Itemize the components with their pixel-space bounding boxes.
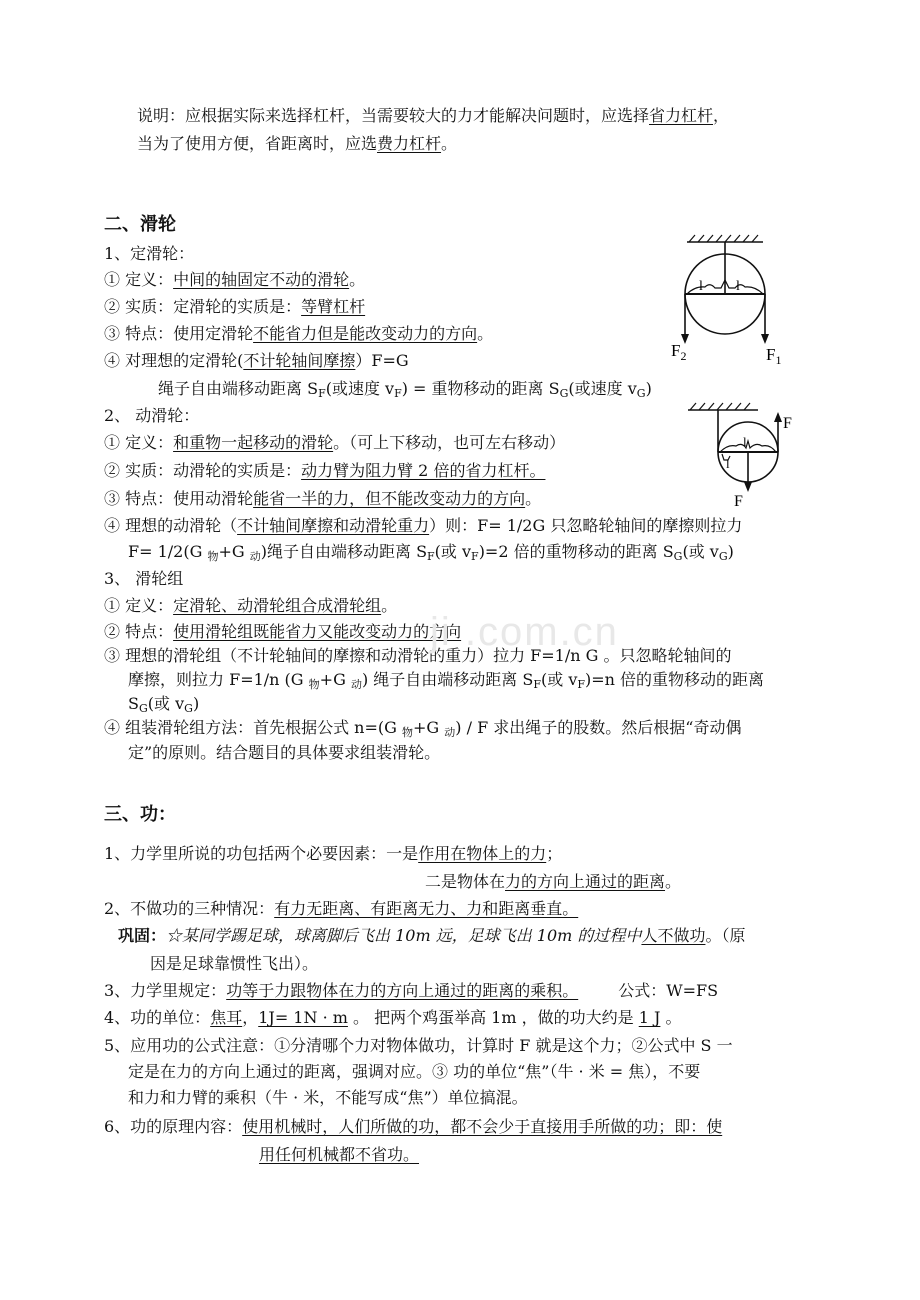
fig1-arm-label-right: l xyxy=(736,279,740,294)
movable-feature: ③ 特点：使用动滑轮能省一半的力，但不能改变动力的方向。 xyxy=(104,489,542,508)
fixed-pulley-diagram xyxy=(665,232,795,372)
fixed-feature: ③ 特点：使用定滑轮不能省力但是能改变动力的方向。 xyxy=(104,324,494,343)
fixed-pulley-title: 1、定滑轮： xyxy=(104,244,195,263)
fig1-force-f1: $F_1$ xyxy=(766,345,782,367)
work-principle-1: 6、功的原理内容：使用机械时，人们所做的功，都不会少于直接用手所做的功；即：使 xyxy=(104,1117,723,1136)
no-work-cases: 2、不做功的三种情况：有力无距离、有距离无力、力和距离垂直。 xyxy=(104,899,579,918)
fig2-arm-label-top: l xyxy=(743,434,747,449)
fixed-definition: ① 定义：中间的轴固定不动的滑轮。 xyxy=(104,270,366,289)
pulley-group-title: 3、 滑轮组 xyxy=(104,569,184,588)
movable-essence: ② 实质：动滑轮的实质是：动力臂为阻力臂 2 倍的省力杠杆。 xyxy=(104,461,546,480)
group-assembly-1: ④ 组装滑轮组方法：首先根据公式 n=(G $_物$+G $_动$) / F 求出绳子的股数。然后根据“奇动偶 xyxy=(104,718,742,739)
movable-ideal: ④ 理想的动滑轮（不计轴间摩擦和动滑轮重力）则：F= 1/2G 只忽略轮轴间的摩擦则拉力 xyxy=(104,516,743,535)
fixed-essence: ② 实质：定滑轮的实质是：等臂杠杆 xyxy=(104,297,366,316)
work-notes-1: 5、应用功的公式注意：①分清哪个力对物体做功，计算时 F 就是这个力；②公式中 S 一 xyxy=(104,1036,733,1055)
intro-line-1: 说明：应根据实际来选择杠杆，当需要较大的力才能解决问题时，应选择省力杠杆， xyxy=(137,106,730,125)
intro-line-2: 当为了使用方便，省距离时，应选费力杠杆。 xyxy=(137,134,458,153)
consolidation-2: 因是足球靠惯性飞出）。 xyxy=(150,954,319,973)
movable-force: F= 1/2(G $_物$+G $_动$)绳子自由端移动距离 $S_F$(或 $v_F)=2$ 倍的重物移动的距离 $S_G$(或 $v_G$) xyxy=(128,542,734,563)
movable-definition: ① 定义：和重物一起移动的滑轮。（可上下移动，也可左右移动） xyxy=(104,433,566,452)
work-definition: 3、力学里规定：功等于力跟物体在力的方向上通过的距离的乘积。 公式：W=FS xyxy=(104,981,719,1000)
consolidation-1: 巩固：☆某同学踢足球，球离脚后飞出 10m 远，足球飞出 10m 的过程中人不做功。（原 xyxy=(118,926,746,945)
work-notes-2: 定是在力的方向上通过的距离，强调对应。③ 功的单位“焦”（牛 · 米 = 焦），不要 xyxy=(128,1062,701,1081)
work-notes-3: 和力和力臂的乘积（牛 · 米，不能写成“焦”）单位搞混。 xyxy=(128,1088,528,1107)
fig2-force-bottom: F xyxy=(734,493,743,510)
group-feature: ② 特点：使用滑轮组既能省力又能改变动力的方向 xyxy=(104,622,462,641)
work-factors-2: 二是物体在力的方向上通过的距离。 xyxy=(425,872,682,891)
fig1-force-f2: $F_2$ xyxy=(671,341,687,363)
group-ideal-2: 摩擦，则拉力 F=1/n (G $_物$+G $_动$) 绳子自由端移动距离 $S_F$(或 $v_F)=n$ 倍的重物移动的距离 xyxy=(128,670,765,691)
fig1-arm-label-left: l xyxy=(699,279,703,294)
movable-pulley-title: 2、 动滑轮： xyxy=(104,406,200,425)
movable-pulley-diagram xyxy=(680,398,810,516)
group-definition: ① 定义：定滑轮、动滑轮组合成滑轮组。 xyxy=(104,596,398,615)
group-assembly-2: 定”的原则。结合题目的具体要求组装滑轮。 xyxy=(128,743,441,762)
work-factors-1: 1、力学里所说的功包括两个必要因素：一是作用在物体上的力； xyxy=(104,844,563,863)
section-pulley-title: 二、滑轮 xyxy=(104,214,176,235)
fig2-arm-label-bottom: l xyxy=(726,456,730,471)
fig2-force-top: F xyxy=(783,415,792,432)
fixed-ideal: ④ 对理想的定滑轮(不计轮轴间摩擦）F=G xyxy=(104,351,409,370)
work-unit: 4、功的单位：焦耳，1J= 1N · m 。 把两个鸡蛋举高 1m ，做的功大约是 1 J 。 xyxy=(104,1008,682,1027)
section-work-title: 三、功： xyxy=(104,804,176,825)
group-ideal-1: ③ 理想的滑轮组（不计轮轴间的摩擦和动滑轮的重力）拉力 F=1/n G 。只忽略轮轴间的 xyxy=(104,646,732,665)
work-principle-2: 用任何机械都不省功。 xyxy=(259,1145,420,1164)
fixed-distance: 绳子自由端移动距离 $S_F$(或速度 $v_F$) = 重物移动的距离 $S_G$(或速度 $v_G$) xyxy=(158,379,652,400)
watermark: ji .com.cn xyxy=(430,610,619,654)
group-ideal-3: $S_G$(或 $v_G$) xyxy=(128,694,200,715)
